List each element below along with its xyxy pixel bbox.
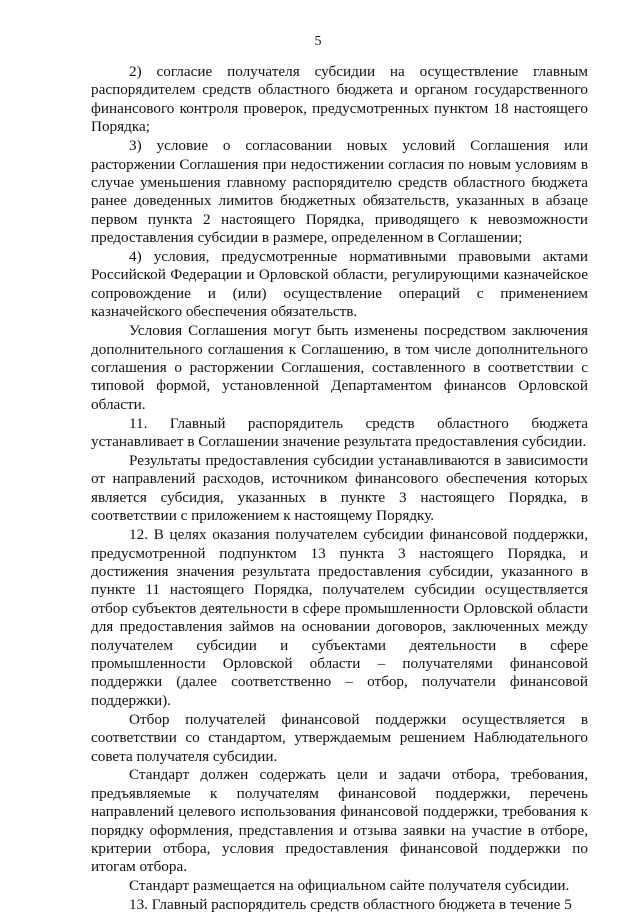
paragraph-standard-publication: Стандарт размещается на официальном сайте получателя субсидии. (129, 877, 570, 895)
paragraph-item-13: 13. Главный распорядитель средств областного бюджета в течение 5 (129, 896, 572, 914)
paragraph-selection: Отбор получателей финансовой поддержки осуществляется в соответствии со стандартом, утверждаемым решением Наблюдательного совета получателя субсидии. (91, 710, 588, 765)
page-number: 5 (314, 34, 322, 49)
paragraph-agreement-changes: Условия Соглашения могут быть изменены посредством заключения дополнительного соглашения к Соглашению, в том числе дополнительного соглашения о расторжении Соглашения, составленного в соответствии с типовой формой, установленной Департаментом финансов Орловской области. (91, 322, 588, 413)
paragraph-legal-conditions: 4) условия, предусмотренные нормативными правовыми актами Российской Федерации и Орловской области, регулирующими казначейское сопровождение и (или) осуществление операций с применением казначейского обеспечения обязательств. (91, 248, 588, 321)
paragraph-standard-content: Стандарт должен содержать цели и задачи отбора, требования, предъявляемые к получателям финансовой поддержки, перечень направлений целевого использования финансовой поддержки, требования к порядку оформления, представления и отзыва заявки на участие в отборе, критерии отбора, условия предоставления финансовой поддержки по итогам отбора. (91, 766, 588, 876)
document-text (91, 63, 588, 915)
paragraph-results: Результаты предоставления субсидии устанавливаются в зависимости от направлений расходов, источником финансового обеспечения которых является субсидия, указанных в пункте 3 настоящего Порядка, в соответствии с приложением к настоящему Порядку. (91, 452, 588, 525)
paragraph-item-11: 11. Главный распорядитель средств областного бюджета устанавливает в Соглашении значение результата предоставления субсидии. (91, 414, 588, 451)
paragraph-item-12: 12. В целях оказания получателем субсидии финансовой поддержки, предусмотренной подпунктом 13 пункта 3 настоящего Порядка, и достижения значения результата предоставления субсидии, указанного в пункте 11 настоящего Порядка, получателем субсидии осуществляется отбор субъектов деятельности в сфере промышленности Орловской области для предоставления займов на основании договоров, заключенных между получателем субсидии и субъектами деятельности в сфере промышленности Орловской области – получателями финансовой поддержки (далее соответственно – отбор, получатели финансовой поддержки). (91, 526, 588, 709)
paragraph-agreement-conditions: 3) условие о согласовании новых условий Соглашения или расторжении Соглашения при недостижении согласия по новым условиям в случае уменьшения главному распорядителю средств областного бюджета ранее доведенных лимитов бюджетных обязательств, указанных в абзаце первом пункта 2 настоящего Порядка, приводящего к невозможности предоставления субсидии в размере, определенном в Соглашении; (91, 137, 588, 247)
paragraph-consent: 2) согласие получателя субсидии на осуществление главным распорядителем средств областного бюджета и органом государственного финансового контроля проверок, предусмотренных пунктом 18 настоящего Порядка; (91, 63, 588, 136)
